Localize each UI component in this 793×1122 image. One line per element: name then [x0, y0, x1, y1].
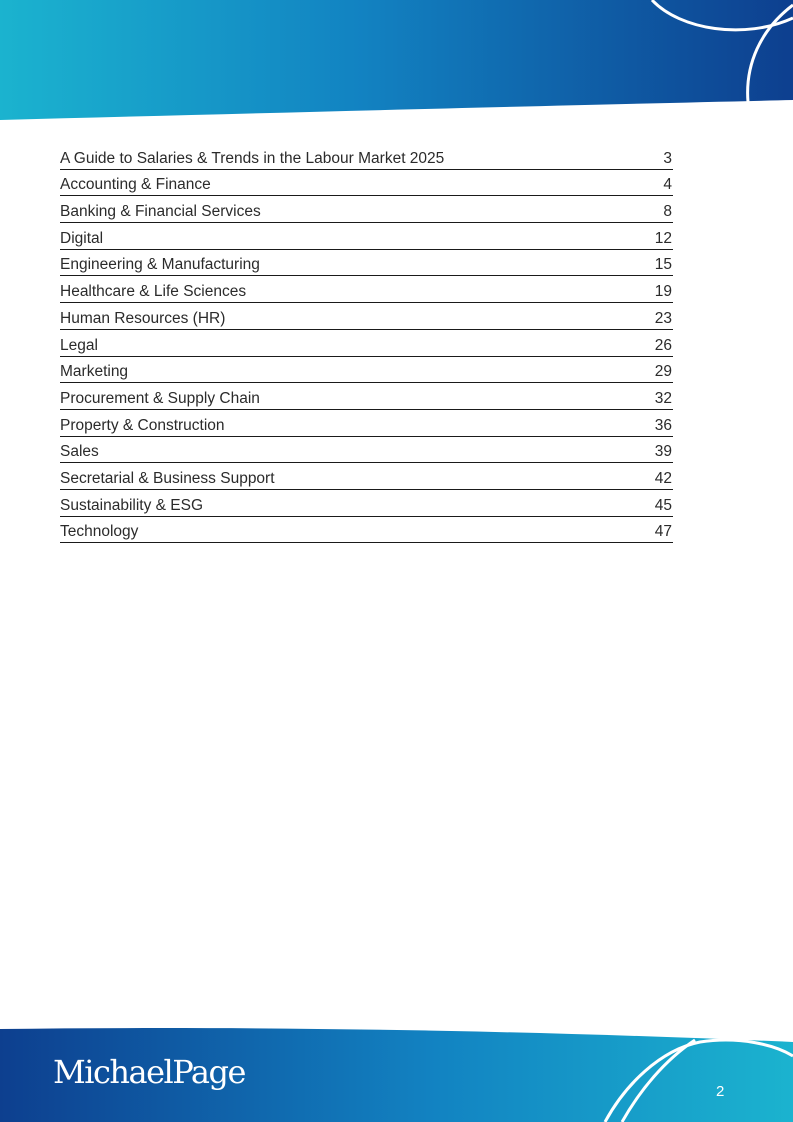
toc-entry-page-number: 39 [654, 443, 672, 461]
toc-entry-title: Sales [60, 443, 99, 461]
toc-entry-title: Accounting & Finance [60, 176, 211, 194]
toc-entry-title: Engineering & Manufacturing [60, 256, 260, 274]
toc-entry[interactable] [60, 143, 673, 170]
toc-entry-page-number: 36 [654, 416, 672, 434]
toc-entry-page-number: 47 [654, 523, 672, 541]
toc-entry-page-number: 23 [654, 309, 672, 327]
toc-entry-title: A Guide to Salaries & Trends in the Labour Market 2025 [60, 149, 445, 167]
toc-entry-title: Banking & Financial Services [60, 203, 261, 221]
toc-entry[interactable] [60, 330, 673, 357]
michael-page-logo: MichaelPage [53, 1053, 245, 1091]
toc-entry-page-number: 3 [663, 149, 672, 167]
toc-entry-title: Human Resources (HR) [60, 309, 226, 327]
toc-entry-title: Property & Construction [60, 416, 225, 434]
toc-entry[interactable] [60, 383, 673, 410]
toc-entry[interactable] [60, 303, 673, 330]
toc-entry[interactable] [60, 463, 673, 490]
toc-entry-page-number: 45 [654, 496, 672, 514]
toc-entry-page-number: 32 [654, 389, 672, 407]
toc-entry-title: Secretarial & Business Support [60, 469, 275, 487]
toc-entry[interactable] [60, 410, 673, 437]
toc-entry-title: Digital [60, 229, 104, 247]
toc-entry-page-number: 15 [654, 256, 672, 274]
toc-entry-page-number: 26 [654, 336, 672, 354]
toc-entry[interactable] [60, 437, 673, 464]
toc-entry-title: Procurement & Supply Chain [60, 389, 260, 407]
header-banner [0, 0, 793, 125]
toc-entry-title: Sustainability & ESG [60, 496, 204, 514]
toc-entry[interactable] [60, 170, 673, 197]
toc-entry-page-number: 42 [654, 469, 672, 487]
toc-entry-title: Technology [60, 523, 139, 541]
toc-entry-page-number: 19 [654, 283, 672, 301]
page-number: 2 [716, 1083, 725, 1100]
toc-entry-title: Healthcare & Life Sciences [60, 283, 247, 301]
toc-entry[interactable] [60, 490, 673, 517]
toc-entry-page-number: 12 [654, 229, 672, 247]
toc-entry[interactable] [60, 250, 673, 277]
toc-entry-page-number: 8 [663, 203, 672, 221]
toc-entry[interactable] [60, 276, 673, 303]
toc-entry-page-number: 29 [654, 363, 672, 381]
toc-entry[interactable] [60, 196, 673, 223]
toc-entry[interactable] [60, 517, 673, 544]
toc-entry-page-number: 4 [663, 176, 672, 194]
table-of-contents [60, 143, 673, 543]
toc-entry-title: Marketing [60, 363, 129, 381]
toc-entry[interactable] [60, 223, 673, 250]
toc-entry[interactable] [60, 357, 673, 384]
toc-entry-title: Legal [60, 336, 98, 354]
